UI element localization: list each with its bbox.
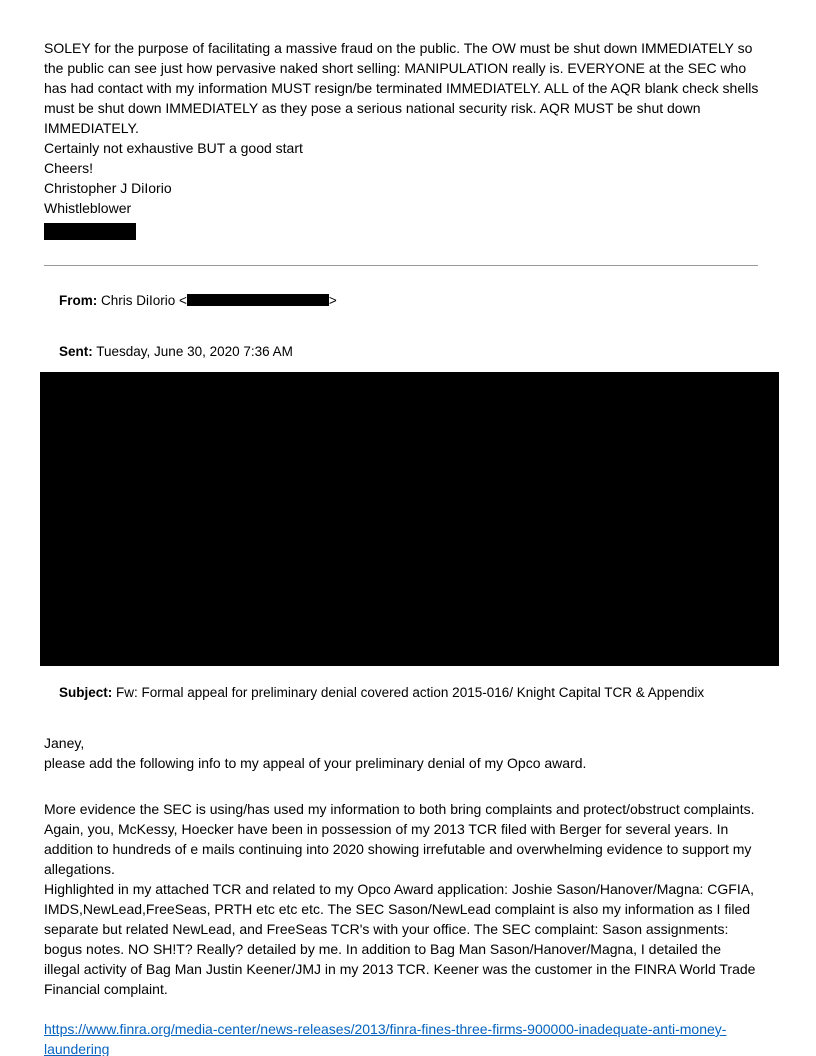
divider	[44, 265, 758, 266]
top-paragraph: SOLEY for the purpose of facilitating a massive fraud on the public. The OW must be shut down IMMEDIATELY so the public can see just how pervasive naked short selling: MANIPULATION really is. EVERYONE at the SEC who has had contact with my information MUST resign/be terminated IMMEDIATELY. ALL of the AQR blank check shells must be shut down IMMEDIATELY as they pose a serious national security risk. AQR MUST be shut down IMMEDIATELY.	[44, 40, 763, 136]
subject-line	[44, 667, 760, 718]
from-label: From:	[59, 293, 98, 308]
signature-title: Whistleblower	[44, 200, 132, 216]
finra-news-release-link[interactable]: https://www.finra.org/media-center/news-releases/2013/finra-fines-three-firms-900000-inadequate-anti-money-laundering	[44, 1021, 727, 1056]
highlighted-paragraph: Highlighted in my attached TCR and related to my Opco Award application: Joshie Sason/Hanover/Magna: CGFIA, IMDS,NewLead,FreeSeas, PRTH etc etc etc. The SEC Sason/NewLead complaint is also my information as I filed separate but related NewLead, and FreeSeas TCR's with your office. The SEC complaint: Sason assignments: bogus notes. NO SH!T? Really? detailed by me. In addition to Bag Man Sason/Hanover/Magna, I detailed the illegal activity of Bag Man Justin Keener/JMJ in my 2013 TCR. Keener was the customer in the FINRA World Trade Financial complaint.	[44, 881, 760, 997]
redaction-box-email	[187, 294, 329, 306]
sent-line	[44, 326, 760, 377]
subject-value: Fw: Formal appeal for preliminary denial covered action 2015-016/ Knight Capital TCR & Appendix	[112, 685, 705, 700]
redaction-box-large	[40, 372, 779, 666]
redaction-box-signature	[44, 223, 136, 240]
link-block	[44, 1019, 760, 1056]
subject-label: Subject:	[59, 685, 113, 700]
from-value: Chris DiIorio <	[97, 293, 187, 308]
evidence-paragraph: More evidence the SEC is using/has used my information to both bring complaints and protect/obstruct complaints. Again, you, McKessy, Hoecker have been in possession of my 2013 TCR filed with Berger for several years. In addition to hundreds of e mails continuing into 2020 showing irrefutable and overwhelming evidence to support my allegations.	[44, 801, 758, 877]
request-line: please add the following info to my appeal of your preliminary denial of my Opco award.	[44, 755, 587, 771]
greeting-line: Janey,	[44, 735, 85, 751]
cheers-line: Cheers!	[44, 160, 94, 176]
sent-value: Tuesday, June 30, 2020 7:36 AM	[92, 344, 293, 359]
good-start-line: Certainly not exhaustive BUT a good start	[44, 140, 303, 156]
sent-label: Sent:	[59, 344, 93, 359]
from-line	[44, 275, 760, 326]
signature-name: Christopher J DiIorio	[44, 180, 172, 196]
from-value-close: >	[328, 293, 337, 308]
